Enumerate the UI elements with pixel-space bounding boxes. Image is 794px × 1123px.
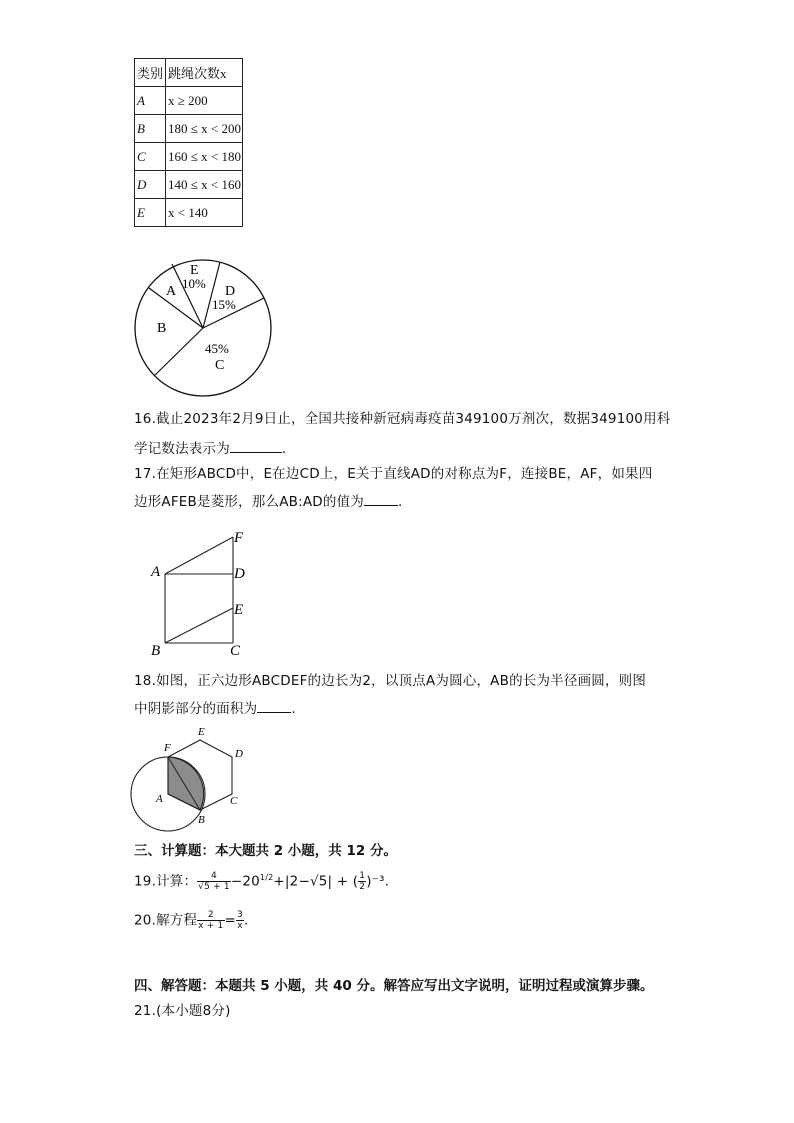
question-16-end: .: [281, 441, 287, 457]
hexagon-circle-figure: [130, 722, 250, 832]
section-4-heading: 四、解答题：本题共 5 小题，共 40 分。解答应写出文字说明，证明过程或演算步骤。: [134, 978, 654, 994]
table-row: [135, 171, 243, 199]
point-label-f: F: [164, 742, 171, 754]
question-17: [134, 465, 694, 512]
point-label-d: D: [234, 566, 245, 582]
fraction-numerator: 1: [359, 871, 366, 881]
fraction-left: [197, 910, 224, 931]
pie-percent-c: 45%: [205, 341, 229, 356]
question-18-text: 中阴影部分的面积为: [134, 701, 258, 717]
table-row: [135, 115, 243, 143]
table-header-row: [135, 59, 243, 87]
question-17-text: 边形AFEB是菱形，那么AB:AD的值为: [134, 494, 364, 510]
fraction-right: [236, 910, 244, 931]
question-16-line1: 16.截止2023年2月9日止，全国共接种新冠病毒疫苗349100万剂次，数据349100用科: [134, 411, 671, 427]
equals-sign: =: [224, 912, 237, 929]
question-18-line2: [134, 700, 694, 719]
table-cell-range: 140 ≤ x < 160: [166, 171, 243, 199]
term-20: −20: [230, 873, 260, 890]
pie-label-c: C: [215, 358, 225, 373]
segment-af: [165, 537, 233, 574]
table-row: [135, 87, 243, 115]
pie-label-a: A: [166, 284, 177, 299]
table-header-count: 跳绳次数x: [166, 59, 243, 87]
question-19-prefix: 19.计算：: [134, 873, 198, 890]
segment-be: [165, 608, 233, 643]
question-20-prefix: 20.解方程: [134, 912, 198, 929]
question-19: [134, 868, 389, 892]
rectangle-rhombus-figure: [145, 526, 260, 663]
section-3-heading: 三、计算题：本大题共 2 小题，共 12 分。: [134, 843, 397, 859]
fraction-denominator: 2: [359, 882, 366, 892]
table-cell-category: D: [135, 171, 166, 199]
point-label-b: B: [198, 814, 205, 826]
point-label-b: B: [151, 643, 161, 659]
pie-percent-d: 15%: [212, 297, 236, 312]
point-label-f: F: [234, 530, 244, 546]
question-20-end: .: [243, 912, 249, 929]
table-cell-category: A: [135, 87, 166, 115]
question-21: 21.(本小题8分): [134, 1003, 231, 1019]
point-label-c: C: [230, 795, 238, 807]
table-cell-range: 160 ≤ x < 180: [166, 143, 243, 171]
exponent-half: 1/2: [259, 873, 274, 882]
pie-label-d: D: [225, 284, 236, 299]
pie-divider: [203, 262, 220, 328]
fraction-denominator: x + 1: [198, 921, 224, 931]
point-label-e: E: [234, 602, 244, 618]
question-17-line2: [134, 493, 694, 512]
answer-blank: [364, 505, 398, 506]
answer-blank: [257, 712, 291, 713]
point-label-e: E: [198, 726, 205, 738]
fraction-numerator: 3: [237, 910, 243, 920]
question-16-line2: [134, 440, 694, 459]
point-label-a: A: [151, 564, 161, 580]
question-20: [134, 910, 248, 931]
question-18: [134, 672, 694, 719]
point-label-d: D: [235, 748, 243, 760]
pie-label-e: E: [190, 263, 199, 278]
fraction-4-over-sqrt5: [197, 871, 231, 892]
table-cell-range: x ≥ 200: [166, 87, 243, 115]
question-18-end: .: [291, 701, 296, 717]
table-cell-category: C: [135, 143, 166, 171]
question-18-line1: 18.如图，正六边形ABCDEF的边长为2，以顶点A为圆心，AB的长为半径画圆，则图: [134, 673, 647, 689]
table-cell-range: x < 140: [166, 199, 243, 227]
term-power: )⁻³.: [366, 873, 390, 890]
table-cell-category: E: [135, 199, 166, 227]
fraction-numerator: 4: [197, 871, 231, 882]
table-header-category: 类别: [135, 59, 166, 87]
pie-percent-e: 10%: [182, 276, 206, 291]
question-16-text: 学记数法表示为: [134, 441, 230, 457]
term-abs: +|2−√5| + (: [273, 873, 359, 890]
question-17-end: .: [397, 494, 403, 510]
point-label-a: A: [156, 793, 163, 805]
table-cell-category: B: [135, 115, 166, 143]
fraction-denominator: √5 + 1: [198, 882, 230, 892]
table-row: [135, 143, 243, 171]
question-17-line1: 17.在矩形ABCD中，E在边CD上，E关于直线AD的对称点为F，连接BE，AF，如果四: [134, 466, 653, 482]
fraction-denominator: x: [237, 921, 243, 931]
pie-label-b: B: [157, 321, 167, 336]
answer-blank: [230, 452, 282, 453]
pie-chart: [130, 258, 275, 400]
table-cell-range: 180 ≤ x < 200: [166, 115, 243, 143]
point-label-c: C: [230, 643, 241, 659]
question-16: [134, 410, 694, 459]
table-row: [135, 199, 243, 227]
frequency-table: [134, 58, 243, 227]
fraction-numerator: 2: [197, 910, 224, 921]
